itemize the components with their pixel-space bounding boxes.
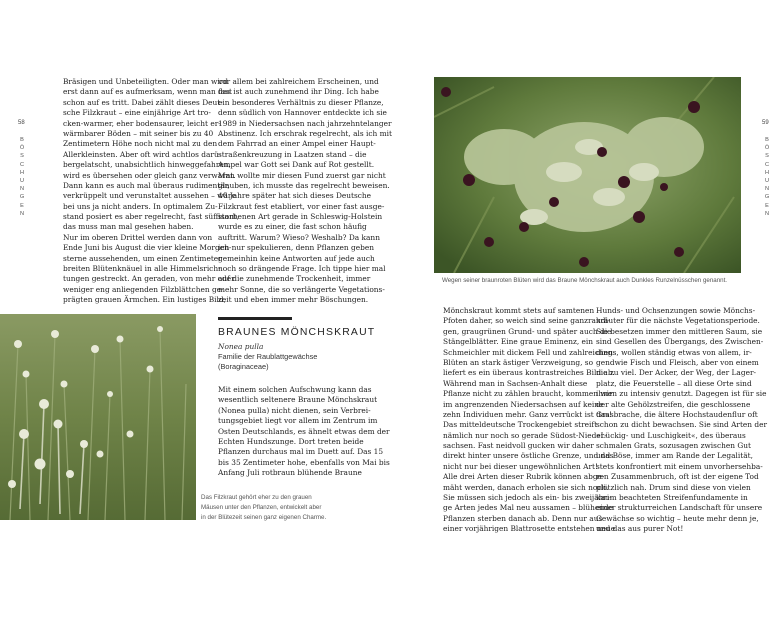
text-line: Grasbrache, die ältere Hochstaudenflur oft — [596, 409, 758, 419]
section-family — [218, 352, 317, 373]
text-line: Pfoten daher, so weich sind seine ganzrandi- — [443, 316, 611, 326]
text-line: gen, graugrünen Grund- und später auch die — [443, 326, 612, 336]
text-line: Mit einem solchen Aufschwung kann das — [218, 385, 372, 394]
caption-line: Mäusen unter den Pflanzen, entwickelt aber — [201, 504, 322, 511]
text-line: Schmeichler mit dickem Fell und zahlreichen — [443, 347, 613, 357]
text-line: dem Fahrrad an einer Ampel einer Haupt- — [218, 139, 376, 149]
text-line: nämlich nur noch so gerade Südost-Nieder- — [443, 430, 607, 440]
text-line: mehr Sonne, die so verlängerte Vegetations- — [218, 284, 385, 294]
text-line: sind Gesellen des Übergangs, des Zwischen- — [596, 337, 764, 347]
text-line: sche Filzkraut – eine einjährige Art tro- — [63, 108, 211, 118]
running-head-letter: C — [764, 161, 770, 168]
running-head-letter: N — [19, 210, 25, 217]
text-line: Dann kann es auch mal überaus rudimentär, — [63, 180, 230, 190]
running-head-letter: Ö — [764, 145, 770, 152]
moenchskraut-image — [434, 77, 741, 273]
text-line: weniger eng anliegenden Filzblättchen ge- — [63, 284, 224, 294]
running-head-letter: N — [19, 186, 25, 193]
running-head-letter: C — [19, 161, 25, 168]
text-line: ge Arten jedes Mal neu aussamen – blühende — [443, 503, 614, 513]
text-line: das ist auch zunehmend ihr Ding. Ich habe — [218, 87, 379, 97]
text-line: Zentimetern Höhe noch nicht mal zu den — [63, 139, 218, 149]
text-line: ich nur spekulieren, denn Pflanzen geben — [218, 243, 375, 253]
text-line: denn südlich von Hannover entdeckte ich sie — [218, 108, 387, 118]
text-line: Osten Deutschlands, es ähnelt etwas dem der — [218, 426, 390, 436]
section-heading: BRAUNES MÖNCHSKRAUT — [218, 327, 376, 338]
text-line: bergelatscht, unabsichtlich hinweggefahren, — [63, 160, 231, 170]
text-line: stand posiert es aber regelrecht, fast süffisant, — [63, 212, 240, 222]
text-line: cken-warmer, eher bodensaurer, leicht er- — [63, 118, 221, 128]
text-line: prägten grauen Ärmchen. Ein lustiges Bild, — [63, 295, 226, 305]
running-head-letter: H — [764, 169, 770, 176]
text-line: breiten Blütenknäuel in alle Himmelsrich- — [63, 264, 221, 274]
text-line: Pflanzen durchaus mal im Duett auf. Das 15 — [218, 447, 384, 457]
text-line: Alle drei Arten dieser Rubrik können abge- — [443, 472, 605, 482]
running-head-letter: U — [764, 178, 770, 185]
text-line: vor allem bei zahlreichem Erscheinen, und — [218, 77, 379, 86]
text-line: kräuter für die nächste Vegetationsperiode. — [596, 316, 760, 326]
text-line: wesentlich seltenere Braune Mönchskraut — [218, 395, 378, 405]
text-line: »Lückig- und Luschigkeit«, des überaus — [596, 430, 746, 440]
running-head-right — [763, 136, 771, 218]
moenchskraut-photo — [434, 77, 741, 273]
running-head-letter: H — [19, 169, 25, 176]
caption-line: Das Filzkraut gehört eher zu den grauen — [201, 494, 312, 501]
text-line: Sie müssen sich jedoch als ein- bis zweijähri- — [443, 493, 612, 503]
text-line: ein besonderes Verhältnis zu dieser Pflanze, — [218, 97, 384, 107]
text-line: zeit und eben immer mehr Böschungen. — [218, 295, 369, 305]
text-line: (Nonea pulla) nicht dienen, sein Verbrei- — [218, 405, 371, 415]
text-line: plötzlich nah. Drum sind diese von vielen — [596, 482, 751, 492]
running-head-letter: N — [764, 210, 770, 217]
text-line: gendwie Fisch und Fleisch, aber von einem — [596, 357, 759, 367]
text-line: das muss man mal gesehen haben. — [63, 222, 194, 232]
text-line: auftritt. Warum? Wieso? Weshalb? Da kann — [218, 232, 380, 242]
running-head-letter: S — [765, 153, 769, 160]
text-line: sachsen. Fast neidvoll gucken wir daher — [443, 441, 594, 451]
text-line: tungen gestreckt. An geraden, von mehr oder — [63, 274, 235, 284]
text-line: direkt hinter unsere östliche Grenze, und das — [443, 451, 614, 461]
page-number-right: 59 — [762, 120, 769, 126]
running-head-letter: B — [765, 137, 769, 143]
text-line: nicht nur bei dieser ungewöhnlichen Art! — [443, 461, 598, 471]
running-head-letter: G — [19, 194, 25, 201]
text-line: auf die zunehmende Trockenheit, immer — [218, 274, 371, 284]
text-line: Hunds- und Ochsenzungen sowie Mönchs- — [596, 306, 756, 315]
text-line: schon zu dicht bewachsen. Sie sind Arten der — [596, 420, 768, 430]
text-line: ren Zusammenbruch, oft ist der eigene Tod — [596, 472, 759, 482]
text-line: Echten Hundszunge. Dort treten beide — [218, 436, 364, 446]
text-line: Pflanze nicht zu zählen braucht, kommen wir — [443, 389, 613, 399]
text-line: straßenkreuzung in Laatzen stand – die — [218, 149, 367, 159]
text-line: schon auf es tritt. Dabei zählt dieses Deut- — [63, 97, 223, 107]
text-line: Ende Juni bis August die vier kleine Morgen- — [63, 243, 232, 253]
text-line: einer vorjährigen Blattrosette entstehen neue — [443, 524, 616, 534]
text-line: dings, wollen ständig etwas von allem, ir- — [596, 347, 752, 357]
text-line: Ampel war Gott sei Dank auf Rot gestellt. — [218, 160, 375, 170]
text-line: Sie besetzen immer den mittleren Saum, sie — [596, 326, 763, 336]
text-line: noch so drängende Frage. Ich tippe hier mal — [218, 264, 386, 274]
filzkraut-image — [0, 314, 196, 520]
text-line: Anfang Juli rotbraun blühende Braune — [218, 468, 362, 478]
text-line: Abstinenz. Ich erschrak regelrecht, als ich mit — [218, 128, 392, 138]
running-head-left — [18, 136, 26, 218]
text-line: stets konfrontiert mit einem unvorhersehba- — [596, 461, 763, 471]
text-line: gemeinhin keine Antworten auf jede auch — [218, 253, 375, 263]
right-text-column-2 — [596, 306, 767, 535]
text-line: Filzkraut fest etabliert, vor einer fast ausge- — [218, 201, 385, 211]
text-line: Nur im oberen Drittel werden dann von — [63, 232, 213, 242]
text-line: Gewächse so wichtig – heute mehr denn je, — [596, 513, 759, 523]
text-line: mäht werden, danach erholen sie sich noch. — [443, 482, 609, 492]
text-line: und Böse, immer am Rande der Legalität, — [596, 451, 753, 461]
text-line: zehn Individuen mehr. Ganz verrückt ist das! — [443, 409, 612, 419]
filzkraut-caption — [201, 493, 326, 523]
text-line: Das mitteldeutsche Trockengebiet streift — [443, 420, 598, 430]
text-line: Bräsigen und Unbeteiligten. Oder man wird — [63, 77, 228, 86]
left-text-column-2 — [218, 77, 392, 306]
section-body — [218, 385, 390, 479]
text-line: schmalen Grats, sozusagen zwischen Gut — [596, 441, 751, 451]
running-head-letter: Ö — [19, 145, 25, 152]
running-head-letter: E — [765, 202, 769, 209]
text-line: 1989 in Niedersachsen nach jahrzehntelanger — [218, 118, 392, 128]
text-line: glauben, ich musste das regelrecht beweisen. — [218, 180, 390, 190]
text-line: sterne aussehenden, um einen Zentimeter — [63, 253, 222, 263]
page-number-left: 58 — [18, 120, 25, 126]
text-line: einer strukturreichen Landschaft für unsere — [596, 503, 763, 513]
running-head-letter: E — [20, 202, 24, 209]
text-line: erst dann auf es aufmerksam, wenn man fast — [63, 87, 232, 97]
text-line: Pflanzen sterben danach ab. Denn nur aus — [443, 513, 603, 523]
text-line: bis 35 Zentimeter hohe, ebenfalls von Mai bis — [218, 457, 390, 467]
caption-line: in der Blütezeit seinen ganz eigenen Charme. — [201, 514, 327, 521]
text-line: Man wollte mir diesen Fund zuerst gar nicht — [218, 170, 386, 180]
moenchskraut-caption: Wegen seiner braunroten Blüten wird das Braune Mönchskraut auch Dunkles Runzelnüsschen genannt. — [442, 277, 728, 284]
text-line: Während man in Sachsen-Anhalt diese — [443, 378, 588, 388]
text-line: Allerkleinsten. Aber oft wird achtlos darü- — [63, 149, 222, 159]
family-line: Familie der Raublattgewächse — [218, 352, 318, 361]
running-head-letter: G — [764, 194, 770, 201]
right-text-column-1 — [443, 306, 615, 535]
text-line: storbenen Art gerade in Schleswig-Holstein — [218, 212, 383, 222]
text-line: im angrenzenden Niedersachsen auf keine — [443, 399, 604, 409]
running-head-letter: B — [20, 137, 24, 143]
text-line: Mönchskraut kommt stets auf samtenen — [443, 306, 595, 315]
text-line: tungsgebiet liegt vor allem im Zentrum im — [218, 416, 378, 426]
left-text-column-1 — [63, 77, 239, 306]
text-line: der alte Gehölzstreifen, die geschlossene — [596, 399, 751, 409]
family-line: (Boraginaceae) — [218, 362, 269, 372]
text-line: Stängelblätter. Eine graue Eminenz, ein — [443, 337, 594, 347]
running-head-letter: S — [20, 153, 24, 160]
text-line: bei uns ja nicht anders. In optimalem Zu- — [63, 201, 218, 211]
text-line: platz, die Feuerstelle – all diese Orte sind — [596, 378, 752, 388]
text-line: wurde es zu einer, die fast schon häufig — [218, 222, 367, 232]
text-line: 40 Jahre später hat sich dieses Deutsche — [218, 191, 372, 201]
text-line: ihnen zu intensiv genutzt. Dagegen ist für sie — [596, 389, 767, 399]
text-line: wird es übersehen oder gleich ganz verwarnt. — [63, 170, 236, 180]
text-line: und das aus purer Not! — [596, 524, 684, 534]
filzkraut-photo — [0, 314, 196, 520]
section-latin-name: Nonea pulla — [218, 342, 264, 351]
text-line: verkrüppelt und verunstaltet aussehen – wäre — [63, 191, 236, 201]
text-line: kaum beachteten Streifenfundamente in — [596, 493, 748, 503]
running-head-letter: U — [19, 178, 25, 185]
text-line: wärmbarer Böden – mit seiner bis zu 40 — [63, 128, 214, 138]
running-head-letter: N — [764, 186, 770, 193]
text-line: liefert es ein überaus kontrastreiches Bild ab. — [443, 368, 615, 378]
text-line: Blüten an stark ästiger Verzweigung, so — [443, 357, 594, 367]
section-rule — [218, 317, 292, 320]
text-line: nie zu viel. Der Acker, der Weg, der Lager- — [596, 368, 756, 378]
